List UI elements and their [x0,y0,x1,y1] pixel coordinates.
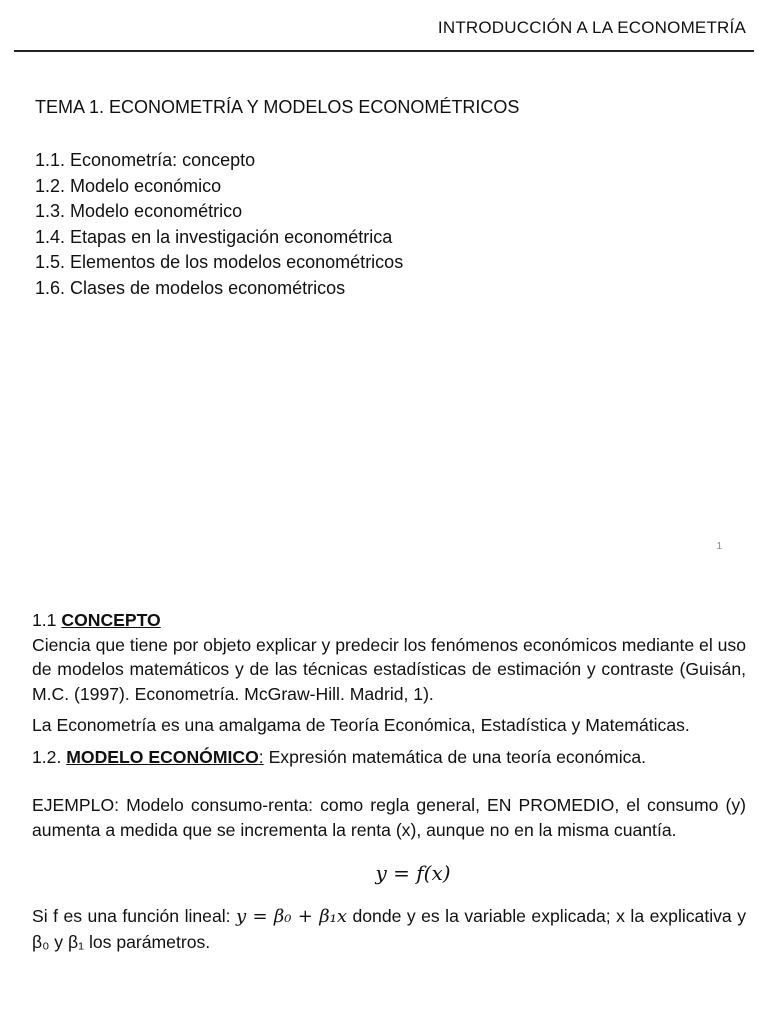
economic-model-colon: : [258,746,264,767]
slide-2 [0,580,768,1024]
topic-title: TEMA 1. ECONOMETRÍA Y MODELOS ECONOMÉTRICOS [35,97,520,117]
toc-item: 1.5. Elementos de los modelos econométricos [35,252,404,273]
toc-item: 1.6. Clases de modelos econométricos [35,277,346,298]
linear-equation: y = β₀ + β₁x [236,906,347,927]
economic-model-number: 1.2. [32,746,67,767]
concept-definition: Ciencia que tiene por objeto explicar y predecir los fenómenos económicos mediante el uso de modelos matemáticos y de las técnicas estadísticas de estimación y contraste (Guisán, M.C. (1997). Econometría. McGraw-Hill. Madrid, 1). [32,634,746,704]
concept-heading-line [32,608,746,633]
linear-outro: donde y es la variable explicada; x la explicativa y β₀ y β₁ los parámetros. [32,906,746,952]
concept-heading: CONCEPTO [61,610,161,630]
amalgam-statement: La Econometría es una amalgama de Teoría Económica, Estadística y Matemáticas. [32,715,690,735]
page-number: 1 [716,541,722,552]
table-of-contents [35,148,403,302]
economic-model-line [32,745,746,770]
toc-item: 1.4. Etapas en la investigación econométrica [35,226,393,247]
example-paragraph: EJEMPLO: Modelo consumo-renta: como regla general, EN PROMEDIO, el consumo (y) aumenta a medida que se incrementa la renta (x), aunque no en la misma cuantía. [32,795,746,840]
toc-item: 1.3. Modelo econométrico [35,201,243,222]
header-rule [14,50,754,52]
economic-model-definition: Expresión matemática de una teoría económica. [263,746,647,767]
slide-2-content [32,608,746,954]
function-equation: y = f(x) [375,861,451,885]
concept-number: 1.1 [32,610,62,630]
toc-item: 1.2. Modelo económico [35,175,222,196]
economic-model-heading: MODELO ECONÓMICO [66,746,259,767]
linear-function-paragraph [32,904,746,954]
document-header-title: INTRODUCCIÓN A LA ECONOMETRÍA [437,18,746,37]
toc-item: 1.1. Econometría: concepto [35,150,256,170]
linear-intro: Si f es una función lineal: [32,906,237,926]
